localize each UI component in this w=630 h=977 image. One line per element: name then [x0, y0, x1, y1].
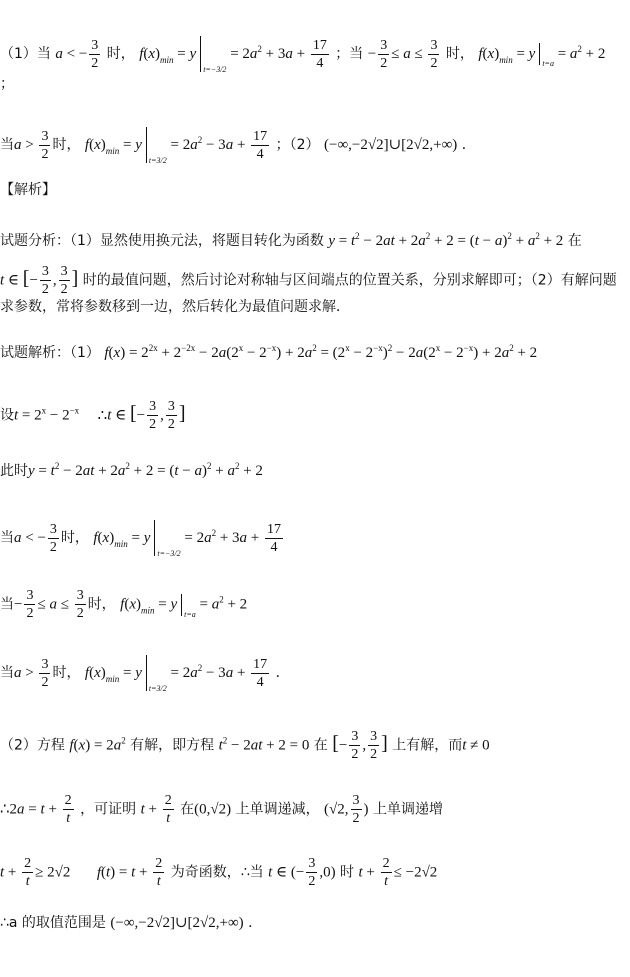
range-value: (−∞,−2√2]∪[2√2,+∞) [110, 915, 244, 931]
answer-shi: 时， [106, 46, 135, 62]
solution-line-8: ∴2a = t + $\frac{2}{t}$ ，可证明 t + $\frac{2}{t}$ 在(0,√2) 上单调递减， (√2, $\frac{3}{2}$ ) 上单调递增 [0, 793, 443, 826]
solution-line-1: 试题解析：（1） $f(x) = 2^{2x} + 2^{-2x} - 2a(2^x - 2^{-x}) + 2a^2 = (2^x - 2^{-x})^2 - 2a(2^x - 2^{-x}) + 2a^2 + 2$ [0, 343, 538, 361]
solution-line-7: （2）方程 $f(x) = 2a^2$ 有解，即方程 $t^2 - 2at + 2 = 0$ 在 [− $\frac{3}{2}$ , $\frac{3}{2}$ ] 上有解，而t ≠ 0 [0, 729, 490, 762]
section-heading: 【解析】 [0, 182, 56, 198]
analysis-line-2: t ∈ [− $\frac{3}{2}$ , $\frac{3}{2}$ ] 时的最值问题，然后讨论对称轴与区间端点的位置关系，分别求解即可；（2）有解问题 [0, 264, 617, 297]
solution-label: 试题解析： [0, 345, 70, 361]
solution-line-10: ∴a 的取值范围是 (−∞,−2√2]∪[2√2,+∞) ． [0, 915, 263, 931]
solution-line-4: 当a < − $\frac{3}{2}$ 时， $f(x)_{min} = yt=-3/2 = 2a^2 + 3a$ + $\frac{17}{4}$ [0, 521, 282, 558]
answer-end: ． [461, 137, 476, 153]
range-label: ∴a 的取值范围是 [0, 915, 106, 931]
analysis-line-3: 求参数，常将参数移到一边，然后转化为最值问题求解． [0, 299, 350, 315]
answer-semicolon: ； [335, 46, 350, 62]
solution-line-6: 当a > $\frac{3}{2}$ 时， $f(x)_{min} = yt=3/2 = 2a^2 - 3a$ + $\frac{17}{4}$ ． [0, 656, 290, 693]
analysis-line-1: 试题分析：（1）显然使用换元法，将题目转化为函数 $y = t^2 - 2at + 2a^2 + 2 = (t - a)^2 + a^2 + 2$ 在 [0, 231, 582, 249]
answer-line-2: 当a > $\frac{3}{2}$ 时， $f(x)_{min} = yt=3/2 = 2a^2 - 3a$ + $\frac{17}{4}$ ；（2） (−∞,−2√2]∪[2√2,+∞) ． [0, 128, 476, 165]
solution-line-3: 此时$y = t^2 - 2at + 2a^2 + 2 = (t - a)^2 + a^2 + 2$ [0, 461, 263, 479]
answer-part2-value: (−∞,−2√2]∪[2√2,+∞) [323, 137, 458, 153]
solution-line-9: t + $\frac{2}{t}$ ≥ 2√2 f(t) = t + $\frac{2}{t}$ 为奇函数，∴当 t ∈ (− $\frac{3}{2}$ ,0) 时 t + $\frac{2}{t}$ ≤ −2√2 [0, 856, 438, 889]
answer-line-1: （1）当 a < − $\frac{3}{2}$ 时， $f(x)_{min} = yt=-3/2 = 2a^2 + 3a$ + $\frac{17}{4}$ ；当 − $\frac{3}{2}$ ≤ a ≤ $\frac{3}{2}$ 时， $f(x)_{min} = yt=a = a^2 + 2$ [0, 37, 606, 74]
answer-part2-prefix: ；（2） [275, 137, 320, 153]
answer-part1-prefix: （1）当 [0, 46, 51, 62]
analysis-label: 试题分析： [0, 233, 70, 249]
answer-semicolon-line: ； [0, 76, 14, 92]
solution-line-5: 当− $\frac{3}{2}$ ≤ a ≤ $\frac{3}{2}$ 时， $f(x)_{min} = yt=a = a^2 + 2$ [0, 588, 248, 621]
solution-line-2: 设$t = 2^x - 2^{-x}$ ∴t ∈ [− $\frac{3}{2}$ , $\frac{3}{2}$ ] [0, 399, 186, 432]
answer-dang: 当 [349, 46, 364, 62]
